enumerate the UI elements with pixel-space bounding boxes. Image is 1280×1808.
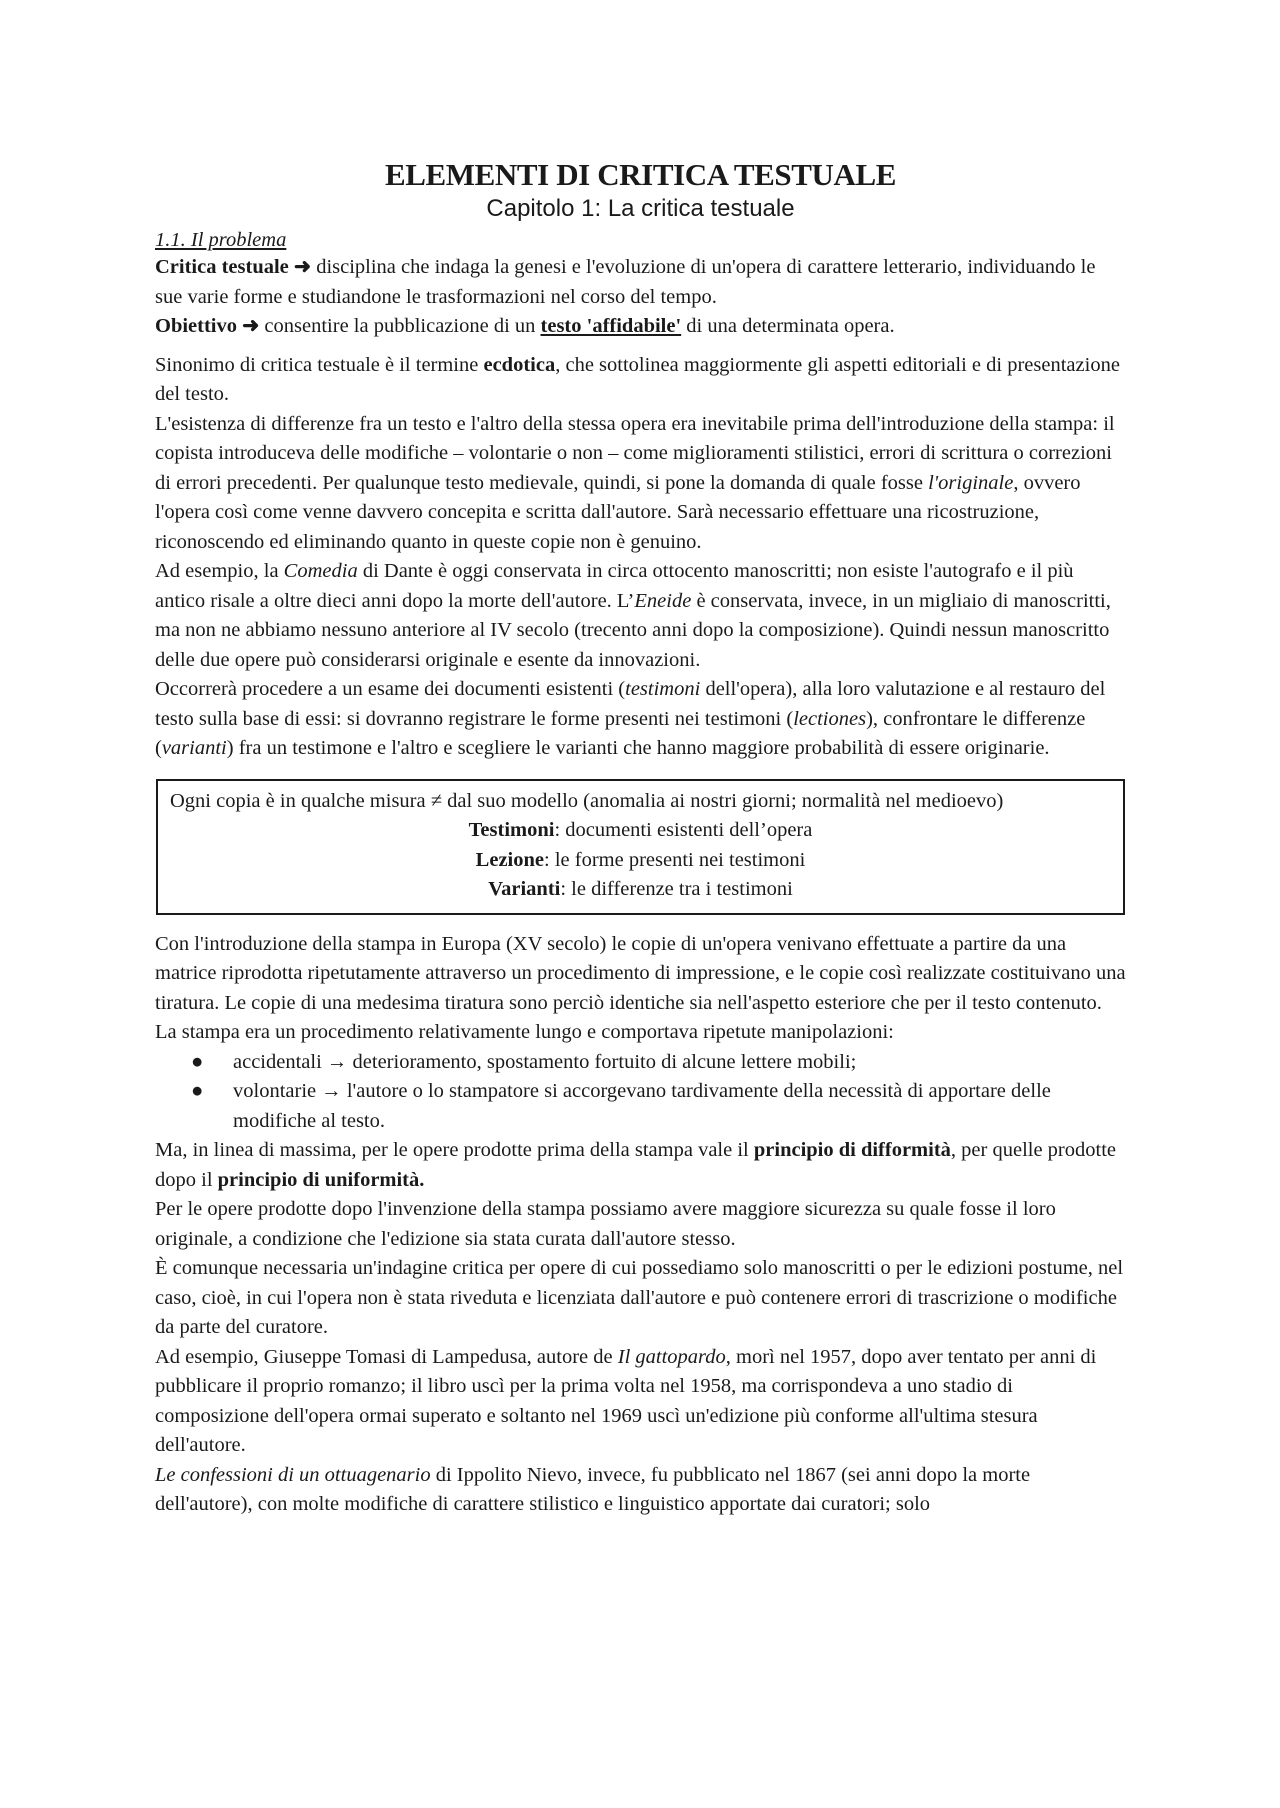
summary-line-lezione: Lezione: le forme presenti nei testimoni [475, 848, 806, 871]
summary-line-varianti: Varianti: le differenze tra i testimoni [488, 878, 793, 900]
bullet-icon: ● [191, 1050, 204, 1073]
paragraph-principi: Ma, in linea di massima, per le opere prodotte prima della stampa vale il principio di difformità, per quelle prodotte dopo il principio di uniformità. [155, 1139, 1117, 1191]
paragraph-differenze: L'esistenza di differenze fra un testo e l'altro della stessa opera era inevitabile prima dell'introduzione della stampa: il copista introduceva delle modifiche – volontarie o non – come miglioramenti stilistici, errori di scrittura o correzioni di errori precedenti. Per qualunque testo medievale, quindi, si pone la domanda di quale fosse l'originale, ovvero l'opera così come venne davvero concepita e scritta dall'autore. Sarà necessario effettuare una ricostruzione, riconoscendo ed eliminando quanto in queste copie non è genuino. [155, 412, 1115, 553]
manipulations-list [155, 1048, 1126, 1137]
paragraph-esempio-nievo: Le confessioni di un ottuagenario di Ippolito Nievo, invece, fu pubblicato nel 1867 (sei anni dopo la morte dell'autore), con molte modifiche di carattere stilistico e linguistico apportate dai curatori; solo [155, 1463, 1031, 1515]
definition-critica-testuale: Critica testuale ➜ disciplina che indaga la genesi e l'evoluzione di un'opera di carattere letterario, individuando le sue varie forme e studiandone le trasformazioni nel corso del tempo. [155, 256, 1096, 308]
highlight-testo-affidabile: testo 'affidabile' [540, 315, 682, 337]
list-item: ● volontarie → l'autore o lo stampatore si accorgevano tardivamente della necessità di apportare delle modifiche al testo. [233, 1077, 1126, 1136]
summary-intro: Ogni copia è in qualche misura ≠ dal suo modello (anomalia ai nostri giorni; normalità nel medioevo) [170, 789, 1004, 812]
definition-obiettivo: Obiettivo ➜ consentire la pubblicazione di un testo 'affidabile' di una determinata opera. [155, 315, 895, 337]
bullet-icon: ● [191, 1080, 204, 1102]
paragraph-esempio-gattopardo: Ad esempio, Giuseppe Tomasi di Lampedusa, autore de Il gattopardo, morì nel 1957, dopo aver tentato per anni di pubblicare il proprio romanzo; il libro uscì per la prima volta nel 1958, ma corrispondeva a uno stadio di composizione dell'opera ormai superato e soltanto nel 1969 uscì un'edizione più conforme all'ultima stesura dell'autore. [155, 1345, 1097, 1456]
paragraph-indagine-critica: È comunque necessaria un'indagine critica per opere di cui possediamo solo manoscritti o per le edizioni postume, nel caso, cioè, in cui l'opera non è stata riveduta e licenziata dall'autore e può contenere errori di trascrizione o modifiche da parte del curatore. [155, 1257, 1124, 1338]
paragraph-sicurezza: Per le opere prodotte dopo l'invenzione della stampa possiamo avere maggiore sicurezza su quale fosse il loro originale, a condizione che l'edizione sia stata curata dall'autore stesso. [155, 1198, 1056, 1250]
document-title: ELEMENTI DI CRITICA TESTUALE [384, 157, 897, 192]
paragraph-stampa: Con l'introduzione della stampa in Europa (XV secolo) le copie di un'opera venivano effettuate a partire da una matrice riprodotta ripetutamente attraverso un procedimento di impressione, e le copie così realizzate costituivano una tiratura. Le copie di una medesima tiratura sono perciò identiche sia nell'aspetto esteriore che per il testo contenuto. La stampa era un procedimento relativamente lungo e comportava ripetute manipolazioni: [155, 932, 1126, 1043]
chapter-subtitle: Capitolo 1: La critica testuale [486, 195, 795, 222]
paragraph-esempio-dante: Ad esempio, la Comedia di Dante è oggi conservata in circa ottocento manoscritti; non esiste l'autografo e il più antico risale a oltre dieci anni dopo la morte dell'autore. L’Eneide è conservata, invece, in un migliaio di manoscritti, ma non ne abbiamo nessuno anteriore al IV secolo (trecento anni dopo la composizione). Quindi nessun manoscritto delle due opere può considerarsi originale e esente da innovazioni. [155, 560, 1111, 671]
list-item: ● accidentali → deterioramento, spostamento fortuito di alcune lettere mobili; [233, 1048, 1126, 1078]
paragraph-ecdotica: Sinonimo di critica testuale è il termine ecdotica, che sottolinea maggiormente gli aspetti editoriali e di presentazione del testo. [155, 353, 1120, 405]
section-heading: 1.1. Il problema [155, 229, 287, 251]
paragraph-testimoni: Occorrerà procedere a un esame dei documenti esistenti (testimoni dell'opera), alla loro valutazione e al restauro del testo sulla base di essi: si dovranno registrare le forme presenti nei testimoni (lectiones), confrontare le differenze (varianti) fra un testimone e l'altro e scegliere le varianti che hanno maggiore probabilità di essere originarie. [155, 678, 1106, 759]
definition-term: Critica testuale ➜ [155, 256, 312, 278]
summary-box [156, 779, 1125, 915]
definition-term: Obiettivo ➜ [155, 315, 260, 337]
summary-line-testimoni: Testimoni: documenti esistenti dell’opera [468, 819, 813, 841]
